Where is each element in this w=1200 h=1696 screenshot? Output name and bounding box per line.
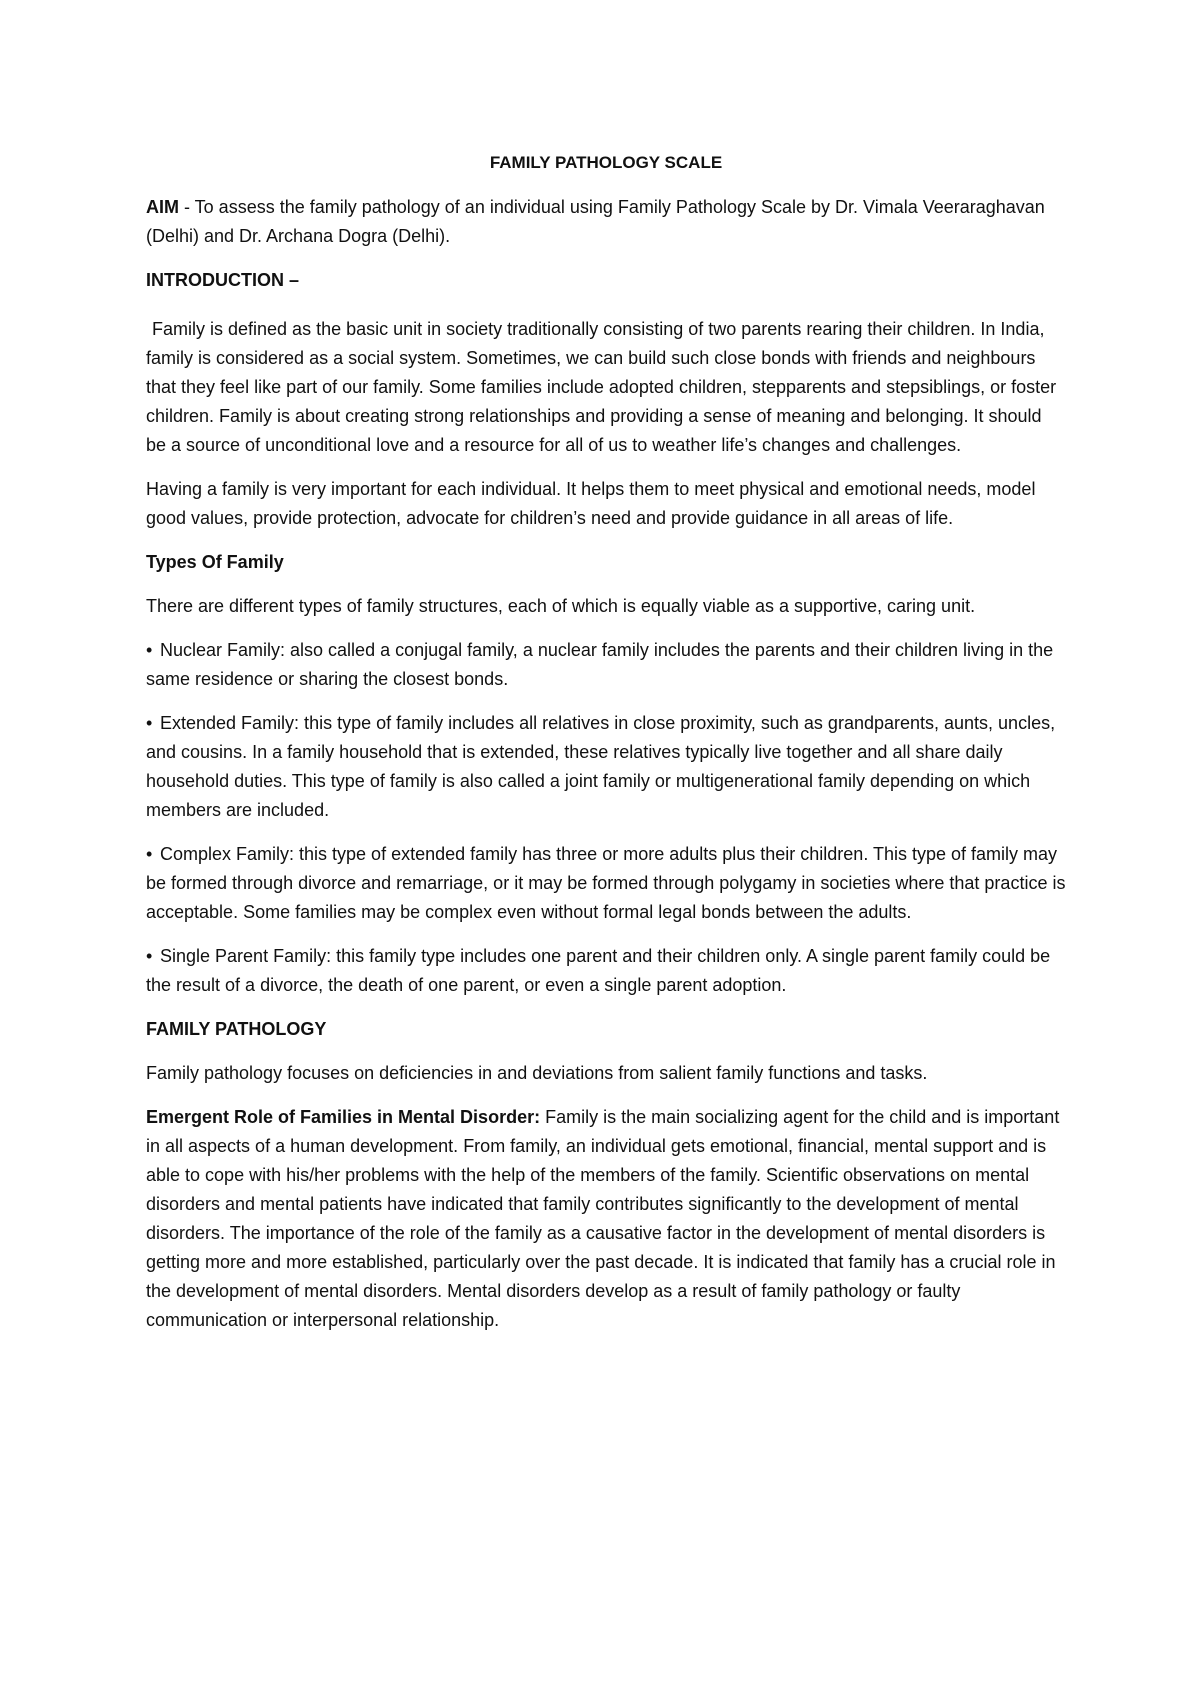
bullet-icon: •	[146, 640, 153, 660]
list-item-text: Extended Family: this type of family includes all relatives in close proximity, such as grandparents, aunts, uncles, and cousins. In a family household that is extended, these relatives typically live together and all share daily household duties. This type of family is also called a joint family or multigenerational family depending on which members are included.	[146, 713, 1056, 820]
introduction-heading: INTRODUCTION –	[146, 270, 299, 290]
introduction-paragraph-2: Having a family is very important for each individual. It helps them to meet physical and emotional needs, model good values, provide protection, advocate for children’s need and provide guidance in all areas of life.	[146, 479, 1036, 528]
emergent-role-label: Emergent Role of Families in Mental Disorder:	[146, 1107, 541, 1127]
list-item-nuclear	[146, 636, 1066, 694]
aim-paragraph	[146, 193, 1066, 251]
emergent-role-paragraph	[146, 1103, 1066, 1335]
introduction-paragraph-1-text: Family is defined as the basic unit in society traditionally consisting of two parents rearing their children. In India, family is considered as a social system. Sometimes, we can build such close bonds with friends and neighbours that they feel like part of our family. Some families include adopted children, stepparents and stepsiblings, or foster children. Family is about creating strong relationships and providing a sense of meaning and belonging. It should be a source of unconditional love and a resource for all of us to weather life’s changes and challenges.	[146, 319, 1057, 455]
list-item-extended	[146, 709, 1066, 825]
list-item-text: Nuclear Family: also called a conjugal family, a nuclear family includes the parents and their children living in the same residence or sharing the closest bonds.	[146, 640, 1054, 689]
list-item-text: Single Parent Family: this family type includes one parent and their children only. A single parent family could be the result of a divorce, the death of one parent, or even a single parent adoption.	[146, 946, 1051, 995]
types-intro: There are different types of family structures, each of which is equally viable as a supportive, caring unit.	[146, 596, 976, 616]
bullet-icon: •	[146, 946, 153, 966]
list-item-complex	[146, 840, 1066, 927]
aim-label: AIM	[146, 197, 179, 217]
bullet-icon: •	[146, 844, 153, 864]
bullet-icon: •	[146, 713, 153, 733]
family-pathology-heading: FAMILY PATHOLOGY	[146, 1019, 327, 1039]
list-item-text: Complex Family: this type of extended family has three or more adults plus their children. This type of family may be formed through divorce and remarriage, or it may be formed through polygamy in societies where that practice is acceptable. Some families may be complex even without formal legal bonds between the adults.	[146, 844, 1066, 922]
aim-text: - To assess the family pathology of an individual using Family Pathology Scale by Dr. Vimala Veeraraghavan (Delhi) and Dr. Archana Dogra (Delhi).	[146, 197, 1045, 246]
family-pathology-definition: Family pathology focuses on deficiencies in and deviations from salient family functions and tasks.	[146, 1063, 928, 1083]
types-heading: Types Of Family	[146, 552, 284, 572]
document-page	[146, 148, 1066, 1350]
list-item-single-parent	[146, 942, 1066, 1000]
document-title: FAMILY PATHOLOGY SCALE	[489, 153, 723, 172]
emergent-role-text: Family is the main socializing agent for the child and is important in all aspects of a human development. From family, an individual gets emotional, financial, mental support and is able to cope with his/her problems with the help of the members of the family. Scientific observations on mental disorders and mental patients have indicated that family contributes significantly to the development of mental disorders. The importance of the role of the family as a causative factor in the development of mental disorders is getting more and more established, particularly over the past decade. It is indicated that family has a crucial role in the development of mental disorders. Mental disorders develop as a result of family pathology or faulty communication or interpersonal relationship.	[146, 1107, 1060, 1330]
introduction-paragraph-1	[146, 315, 1066, 460]
